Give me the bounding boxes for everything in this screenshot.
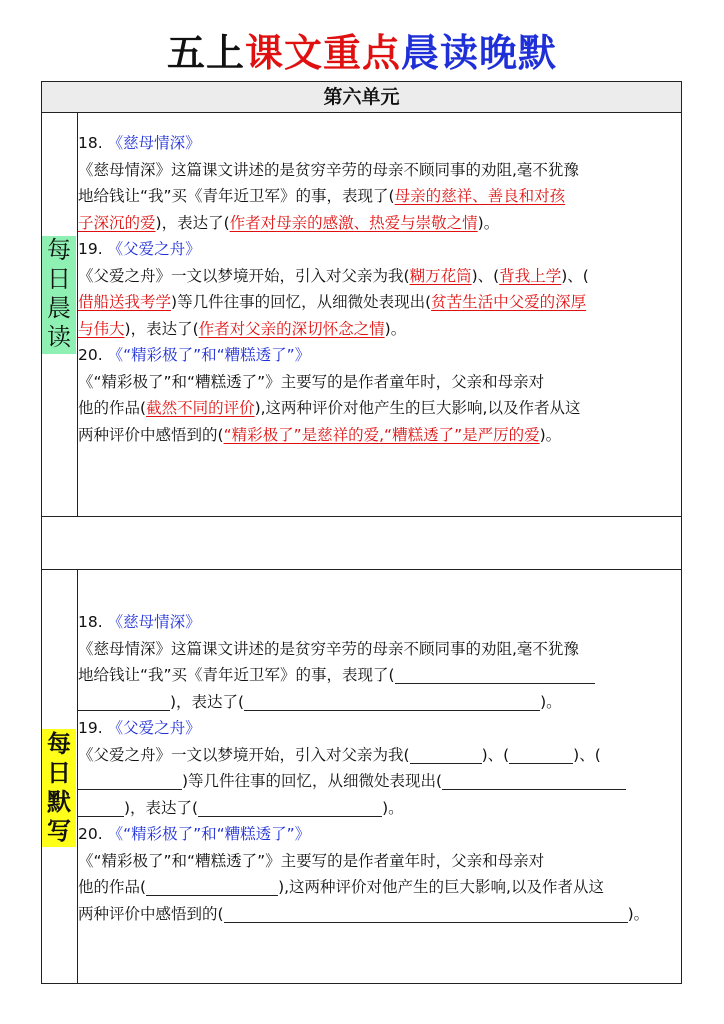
answer: 贫苦生活中父爱的深厚	[431, 293, 587, 311]
answer: 借船送我考学	[78, 293, 172, 311]
title-part-2: 课文重点	[244, 30, 401, 75]
title-part-3: 晨读晚默	[401, 30, 558, 75]
answer-blank[interactable]	[78, 798, 124, 817]
text-line: 《“精彩极了”和“糟糕透了”》主要写的是作者童年时，父亲和母亲对	[78, 372, 545, 391]
text-line: 子深沉的爱)，表达了(作者对母亲的感激、热爱与崇敬之情)。	[78, 213, 500, 232]
answer-blank[interactable]	[509, 745, 573, 764]
label-char: 读	[47, 323, 71, 351]
answer-blank[interactable]	[395, 665, 595, 684]
text-line: )，表达了( )。	[78, 689, 680, 716]
text-line: 地给钱让“我”买《青年近卫军》的事，表现了(	[78, 662, 680, 689]
label-char: 每	[47, 729, 71, 758]
text-line: 《“精彩极了”和“糟糕透了”》主要写的是作者童年时，父亲和母亲对	[78, 851, 545, 870]
text-line: 与伟大)，表达了(作者对父亲的深切怀念之情)。	[78, 319, 407, 338]
lesson-heading: 19. 《父爱之舟》	[78, 240, 201, 258]
table-divider	[41, 112, 682, 113]
title-part-1: 五上	[166, 30, 245, 75]
text-line: 《慈母情深》这篇课文讲述的是贫穷辛劳的母亲不顾同事的劝阻,毫不犹豫	[78, 160, 579, 179]
answer-blank[interactable]	[244, 692, 540, 711]
morning-content	[78, 130, 680, 448]
answer-blank[interactable]	[442, 771, 626, 790]
answer-blank[interactable]	[224, 904, 628, 923]
evening-dictation-label	[42, 729, 76, 847]
answer: 作者对父亲的深切怀念之情	[198, 319, 385, 338]
text-line: 地给钱让“我”买《青年近卫军》的事，表现了(母亲的慈祥、善良和对孩	[78, 187, 566, 205]
table-divider	[41, 569, 682, 570]
text-line: 借船送我考学)等几件往事的回忆，从细微处表现出(贫苦生活中父爱的深厚	[78, 293, 587, 311]
label-char: 每	[47, 236, 71, 264]
text-line: 《父爱之舟》一文以梦境开始，引入对父亲为我(糊万花筒)、(背我上学)、(	[78, 266, 589, 285]
lesson-heading: 18. 《慈母情深》	[78, 613, 201, 631]
label-char: 默	[47, 787, 71, 816]
answer: 与伟大	[78, 319, 125, 338]
unit-header: 第六单元	[42, 82, 681, 112]
answer-blank[interactable]	[146, 877, 278, 896]
answer: 糊万花筒	[409, 266, 472, 285]
answer: 作者对母亲的感激、热爱与崇敬之情	[229, 213, 478, 232]
text-line: 他的作品(截然不同的评价),这两种评价对他产生的巨大影响,以及作者从这	[78, 399, 581, 417]
morning-reading-label	[42, 236, 76, 354]
answer: 子深沉的爱	[78, 213, 156, 232]
answer: 母亲的慈祥、善良和对孩	[394, 187, 566, 205]
text-line: 《父爱之舟》一文以梦境开始，引入对父亲为我( )、( )、(	[78, 745, 601, 764]
answer-blank[interactable]	[78, 692, 170, 711]
page-title	[0, 22, 724, 77]
text-line: )，表达了( )。	[78, 795, 680, 822]
text-line: 《慈母情深》这篇课文讲述的是贫穷辛劳的母亲不顾同事的劝阻,毫不犹豫	[78, 639, 579, 658]
lesson-heading: 18. 《慈母情深》	[78, 134, 201, 152]
answer: 背我上学	[499, 266, 562, 285]
lesson-heading: 20. 《“精彩极了”和“糟糕透了”》	[78, 346, 311, 364]
answer: “精彩极了”是慈祥的爱,“糟糕透了”是严厉的爱	[223, 425, 540, 444]
lesson-heading: 19. 《父爱之舟》	[78, 719, 201, 737]
text-line: 两种评价中感悟到的( )。	[78, 904, 650, 923]
answer-blank[interactable]	[410, 745, 482, 764]
text-line: 两种评价中感悟到的(“精彩极了”是慈祥的爱,“糟糕透了”是严厉的爱)。	[78, 425, 562, 444]
lesson-heading: 20. 《“精彩极了”和“糟糕透了”》	[78, 825, 311, 843]
answer-blank[interactable]	[78, 771, 182, 790]
evening-content	[78, 609, 680, 927]
table-divider	[41, 516, 682, 517]
text-line: 他的作品( ),这两种评价对他产生的巨大影响,以及作者从这	[78, 878, 604, 896]
text-line: )等几件往事的回忆，从细微处表现出(	[78, 768, 680, 795]
answer: 截然不同的评价	[146, 399, 255, 417]
label-char: 晨	[47, 294, 71, 322]
answer-blank[interactable]	[198, 798, 382, 817]
label-char: 写	[47, 816, 71, 845]
label-char: 日	[47, 265, 71, 293]
label-char: 日	[47, 758, 71, 787]
